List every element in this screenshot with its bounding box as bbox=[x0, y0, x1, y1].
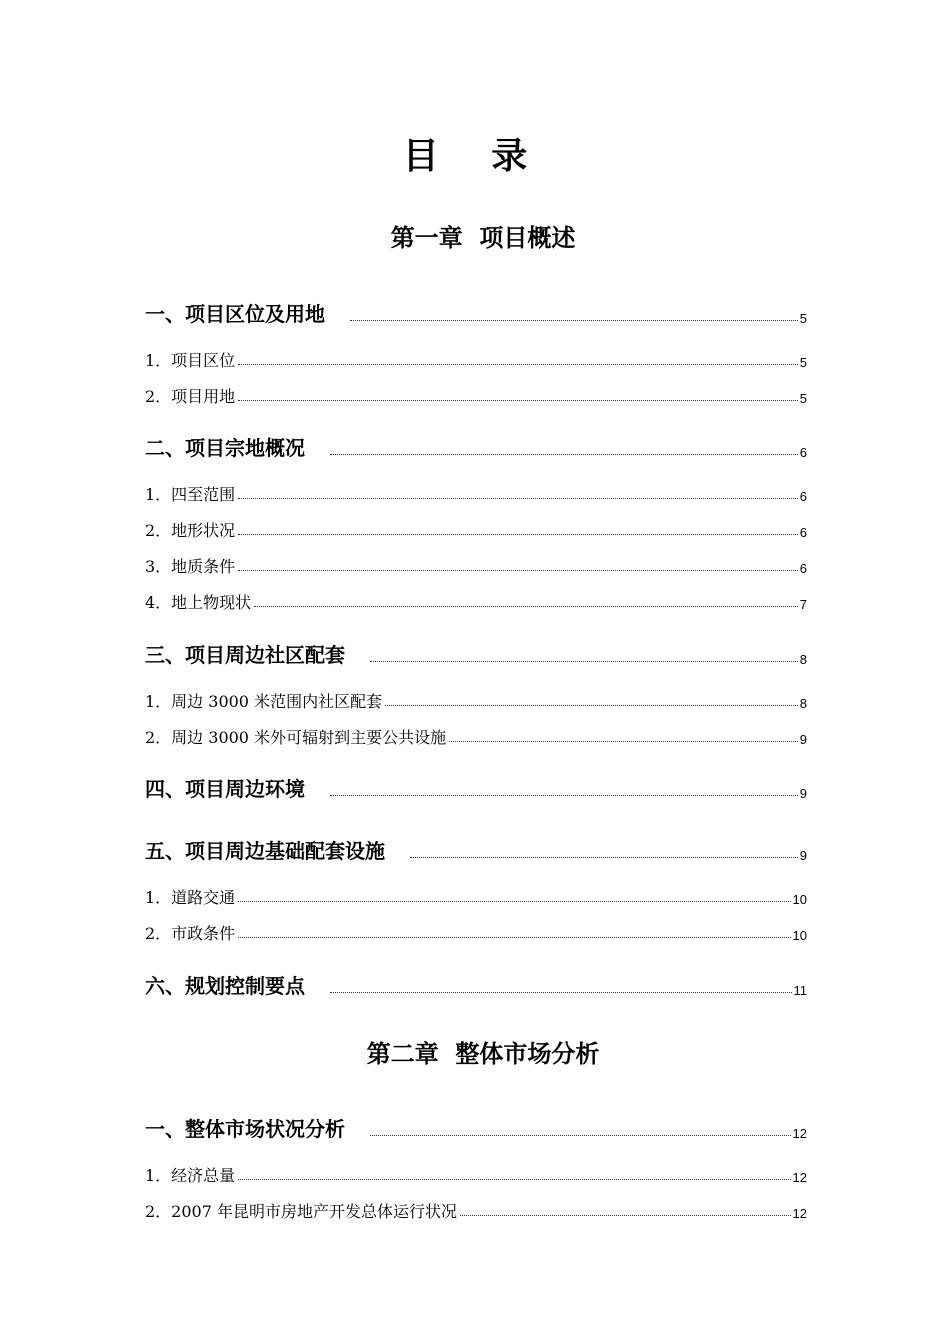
toc-entry-label: 1．经济总量 bbox=[145, 1166, 236, 1185]
toc-entry-label: 2．2007 年昆明市房地产开发总体运行状况 bbox=[145, 1202, 457, 1221]
chapter-heading: 第二章 整体市场分析 bbox=[366, 1039, 600, 1068]
toc-entry[interactable] bbox=[145, 590, 807, 613]
toc-entry-label: 一、整体市场状况分析 bbox=[145, 1117, 345, 1141]
toc-entry-page: 6 bbox=[799, 561, 807, 576]
toc-entry-page: 9 bbox=[799, 786, 807, 801]
toc-entry-page: 12 bbox=[792, 1126, 807, 1141]
dot-leader bbox=[254, 605, 798, 607]
toc-entry[interactable] bbox=[145, 1199, 807, 1222]
toc-entry[interactable] bbox=[145, 482, 807, 505]
toc-entry-label: 三、项目周边社区配套 bbox=[145, 643, 345, 667]
dot-leader bbox=[238, 900, 790, 902]
toc-entry-label: 3．地质条件 bbox=[145, 557, 236, 576]
toc-entry[interactable] bbox=[145, 554, 807, 577]
toc-entry[interactable] bbox=[145, 835, 807, 864]
toc-entry-label: 2．项目用地 bbox=[145, 387, 236, 406]
toc-entry-page: 7 bbox=[799, 597, 807, 612]
toc-entry[interactable] bbox=[145, 1163, 807, 1186]
toc-entry-label: 1．项目区位 bbox=[145, 351, 236, 370]
toc-entry-label: 2．市政条件 bbox=[145, 924, 236, 943]
toc-entry-label: 1．四至范围 bbox=[145, 485, 236, 504]
toc-entry-label: 一、项目区位及用地 bbox=[145, 302, 325, 326]
toc-entry-label: 六、规划控制要点 bbox=[145, 974, 305, 998]
toc-entry[interactable] bbox=[145, 1113, 807, 1142]
toc-entry[interactable] bbox=[145, 639, 807, 668]
toc-entry-label: 五、项目周边基础配套设施 bbox=[145, 839, 385, 863]
toc-entry-page: 6 bbox=[799, 489, 807, 504]
toc-entry[interactable] bbox=[145, 970, 807, 999]
dot-leader bbox=[370, 660, 798, 662]
toc-entry-page: 12 bbox=[792, 1206, 807, 1221]
toc-entry[interactable] bbox=[145, 725, 807, 748]
dot-leader bbox=[238, 399, 798, 401]
toc-entry-page: 6 bbox=[799, 445, 807, 460]
toc-entry-page: 10 bbox=[792, 928, 807, 943]
toc-entry[interactable] bbox=[145, 885, 807, 908]
toc-entry-page: 6 bbox=[799, 525, 807, 540]
toc-entry-label: 2．周边 3000 米外可辐射到主要公共设施 bbox=[145, 728, 447, 747]
toc-entry-page: 10 bbox=[792, 892, 807, 907]
toc-entry-page: 5 bbox=[799, 355, 807, 370]
toc-entry-page: 9 bbox=[799, 732, 807, 747]
chapter-heading: 第一章 项目概述 bbox=[390, 223, 576, 252]
toc-entry-label: 4．地上物现状 bbox=[145, 593, 252, 612]
dot-leader bbox=[410, 856, 798, 858]
dot-leader bbox=[330, 991, 792, 993]
toc-entry-page: 12 bbox=[792, 1170, 807, 1185]
toc-entry[interactable] bbox=[145, 689, 807, 712]
toc-entry[interactable] bbox=[145, 384, 807, 407]
toc-entry[interactable] bbox=[145, 518, 807, 541]
toc-entry-label: 四、项目周边环境 bbox=[145, 777, 305, 801]
toc-entry-page: 8 bbox=[799, 696, 807, 711]
dot-leader bbox=[330, 453, 798, 455]
toc-entry-page: 5 bbox=[799, 311, 807, 326]
dot-leader bbox=[460, 1214, 791, 1216]
toc-entry[interactable] bbox=[145, 298, 807, 327]
dot-leader bbox=[370, 1134, 791, 1136]
toc-entry-page: 9 bbox=[799, 848, 807, 863]
dot-leader bbox=[238, 936, 790, 938]
toc-entry-label: 1．周边 3000 米范围内社区配套 bbox=[145, 692, 383, 711]
toc-entry-page: 5 bbox=[799, 391, 807, 406]
dot-leader bbox=[238, 497, 798, 499]
dot-leader bbox=[449, 740, 798, 742]
toc-entry-page: 8 bbox=[799, 652, 807, 667]
toc-entry-label: 2．地形状况 bbox=[145, 521, 236, 540]
toc-title: 目 录 bbox=[402, 135, 548, 177]
toc-entry-label: 二、项目宗地概况 bbox=[145, 436, 305, 460]
dot-leader bbox=[385, 704, 798, 706]
dot-leader bbox=[330, 794, 798, 796]
toc-entry[interactable] bbox=[145, 348, 807, 371]
toc-entry-label: 1．道路交通 bbox=[145, 888, 236, 907]
dot-leader bbox=[350, 319, 798, 321]
toc-entry[interactable] bbox=[145, 921, 807, 944]
dot-leader bbox=[238, 533, 798, 535]
toc-entry[interactable] bbox=[145, 773, 807, 802]
dot-leader bbox=[238, 569, 798, 571]
toc-entry-page: 11 bbox=[793, 983, 807, 998]
dot-leader bbox=[238, 363, 798, 365]
dot-leader bbox=[238, 1178, 790, 1180]
toc-entry[interactable] bbox=[145, 432, 807, 461]
